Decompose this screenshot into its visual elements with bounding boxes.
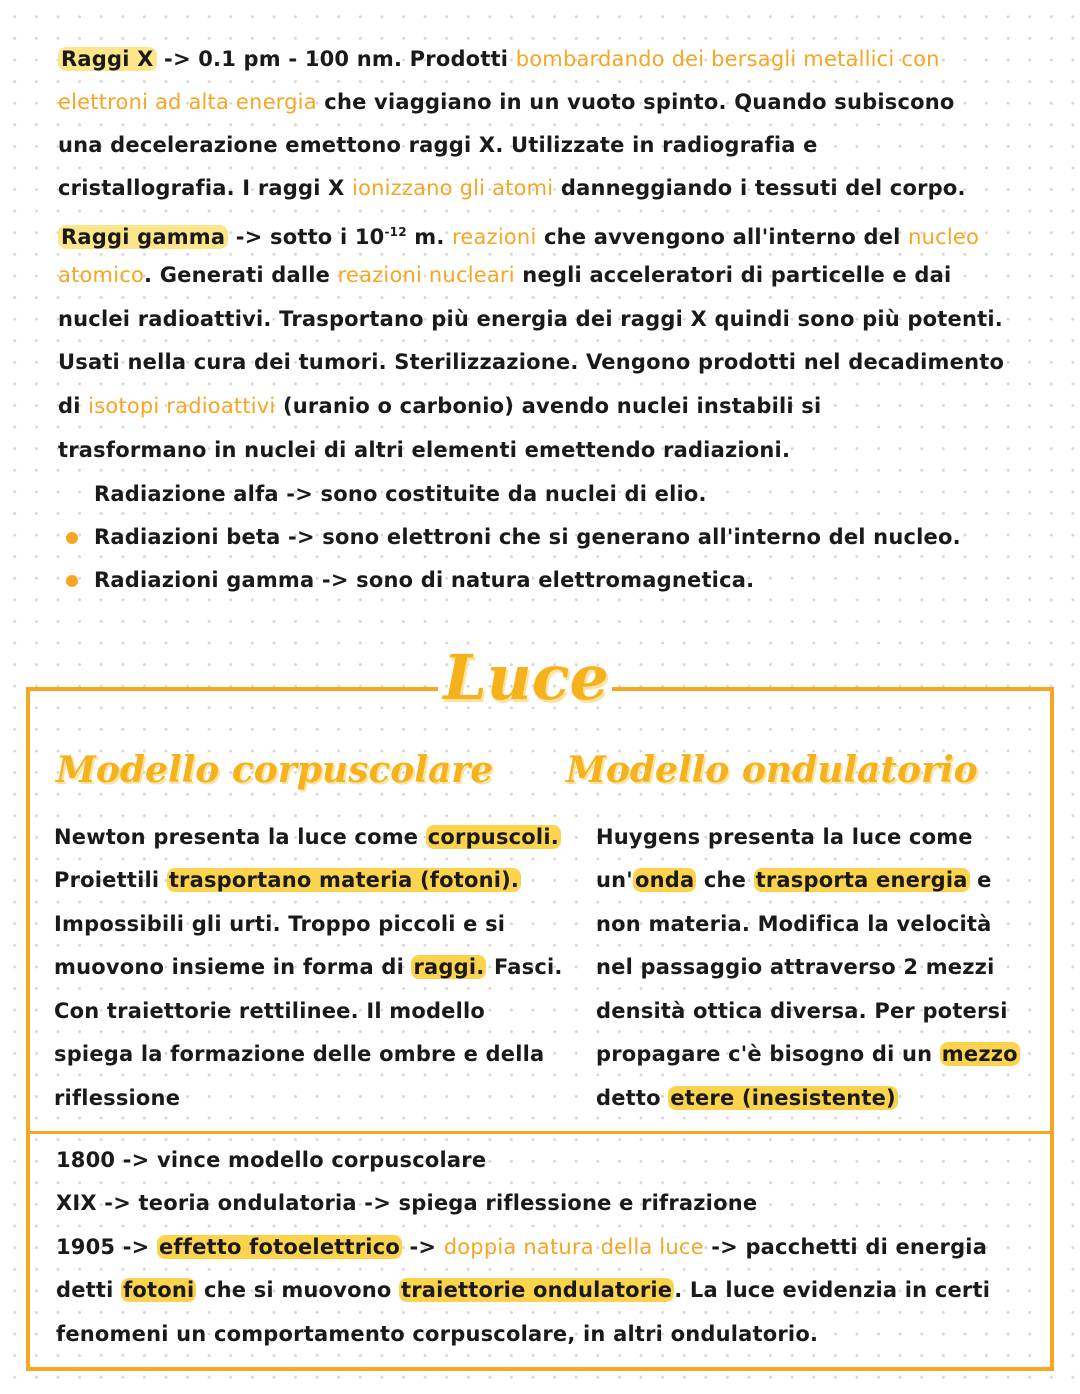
text-line — [58, 218, 979, 251]
box-divider — [30, 1131, 1050, 1134]
heading-ondulatorio: Modello ondulatorio — [566, 749, 978, 791]
text-line — [58, 261, 951, 289]
highlight-term: corpuscoli. — [427, 825, 559, 849]
highlight-term: raggi. — [413, 955, 485, 979]
text-span: un' — [596, 868, 633, 892]
text-span: -> — [401, 1235, 444, 1259]
text-line — [56, 1233, 987, 1261]
text-line — [596, 1084, 898, 1112]
exponent: -12 — [384, 225, 407, 239]
text-span: che si muovono — [196, 1278, 399, 1302]
text-line — [58, 392, 821, 420]
highlight-term: traiettorie ondulatorie — [401, 1278, 673, 1302]
text-line — [58, 45, 940, 73]
orange-term: bombardando dei bersagli metallici con — [515, 47, 940, 71]
text-span: che — [696, 868, 754, 892]
text-line — [596, 866, 992, 894]
text-span: (uranio o carbonio) avendo nuclei instabili si — [275, 394, 822, 418]
text-span: . La luce evidenzia in certi — [674, 1278, 991, 1302]
text-line: riflessione — [54, 1086, 181, 1110]
text-span: Newton presenta la luce come — [54, 825, 426, 849]
list-item: Radiazione alfa -> sono costituite da nuclei di elio. — [94, 482, 707, 506]
text-line: Usati nella cura dei tumori. Sterilizzazione. Vengono prodotti nel decadimento — [58, 350, 1005, 374]
highlight-term: fotoni — [123, 1278, 195, 1302]
bullet-dot — [66, 575, 78, 587]
text-line — [58, 174, 966, 202]
orange-term: reazioni — [452, 225, 537, 249]
text-line: fenomeni un comportamento corpuscolare, in altri ondulatorio. — [56, 1322, 819, 1346]
text-span: che avvengono all'interno del — [536, 225, 909, 249]
highlight-term: trasportano materia (fotoni). — [168, 868, 520, 892]
text-line: trasformano in nuclei di altri elementi emettendo radiazioni. — [58, 438, 791, 462]
orange-term: doppia natura della luce — [443, 1235, 704, 1259]
orange-term: reazioni nucleari — [337, 263, 515, 287]
text-line — [56, 1276, 990, 1304]
text-span: e — [969, 868, 992, 892]
text-span: Proiettili — [54, 868, 167, 892]
text-span: muovono insieme in forma di — [54, 955, 412, 979]
text-line: non materia. Modifica la velocità — [596, 912, 992, 936]
frame-top-right — [612, 687, 1054, 691]
text-line — [58, 88, 955, 116]
text-line: Impossibili gli urti. Troppo piccoli e si — [54, 912, 506, 936]
section-title: Luce — [443, 641, 609, 714]
text-span: detti — [56, 1278, 122, 1302]
text-line — [54, 823, 561, 851]
text-span: -> sotto i 10 — [228, 225, 385, 249]
text-span: -> 0.1 pm - 100 nm. Prodotti — [156, 47, 516, 71]
list-item: Radiazioni beta -> sono elettroni che si generano all'interno del nucleo. — [94, 525, 961, 549]
text-span: di — [58, 394, 89, 418]
orange-term: ionizzano gli atomi — [352, 176, 554, 200]
text-line: nuclei radioattivi. Trasportano più energia dei raggi X quindi sono più potenti. — [58, 307, 1003, 331]
highlight-term: etere (inesistente) — [670, 1086, 896, 1110]
text-line: Huygens presenta la luce come — [596, 825, 973, 849]
orange-term: atomico — [58, 263, 145, 287]
text-line — [54, 866, 521, 894]
frame-top-left — [26, 687, 438, 691]
text-line: densità ottica diversa. Per potersi — [596, 999, 1008, 1023]
orange-term: isotopi radioattivi — [88, 394, 276, 418]
heading-corpuscolare: Modello corpuscolare — [56, 749, 494, 791]
bullet-dot — [66, 532, 78, 544]
text-line: XIX -> teoria ondulatoria -> spiega riflessione e rifrazione — [56, 1191, 758, 1215]
highlight-term: trasporta energia — [755, 868, 968, 892]
highlight-term: onda — [634, 868, 695, 892]
text-line: Con traiettorie rettilinee. Il modello — [54, 999, 486, 1023]
text-line — [54, 953, 563, 981]
term-raggi-x: Raggi X — [58, 47, 157, 71]
list-item: Radiazioni gamma -> sono di natura elettromagnetica. — [94, 568, 755, 592]
text-span: danneggiando i tessuti del corpo. — [553, 176, 966, 200]
text-line: una decelerazione emettono raggi X. Utilizzate in radiografia e — [58, 133, 818, 157]
text-span: cristallografia. I raggi X — [58, 176, 353, 200]
orange-term: nucleo — [908, 225, 980, 249]
text-line: spiega la formazione delle ombre e della — [54, 1042, 545, 1066]
orange-term: elettroni ad alta energia — [58, 90, 317, 114]
text-span: negli acceleratori di particelle e dai — [514, 263, 952, 287]
text-span: 1905 -> — [56, 1235, 157, 1259]
text-line: nel passaggio attraverso 2 mezzi — [596, 955, 995, 979]
text-span: detto — [596, 1086, 669, 1110]
text-span: . Generati dalle — [144, 263, 338, 287]
text-line — [596, 1040, 1020, 1068]
text-span: Fasci. — [486, 955, 563, 979]
text-span: -> pacchetti di energia — [703, 1235, 988, 1259]
term-raggi-gamma: Raggi gamma — [58, 225, 228, 249]
text-span: m. — [406, 225, 453, 249]
text-span: che viaggiano in un vuoto spinto. Quando subiscono — [316, 90, 955, 114]
text-span: propagare c'è bisogno di un — [596, 1042, 940, 1066]
highlight-term: mezzo — [941, 1042, 1018, 1066]
highlight-term: effetto fotoelettrico — [158, 1235, 400, 1259]
text-line: 1800 -> vince modello corpuscolare — [56, 1148, 487, 1172]
